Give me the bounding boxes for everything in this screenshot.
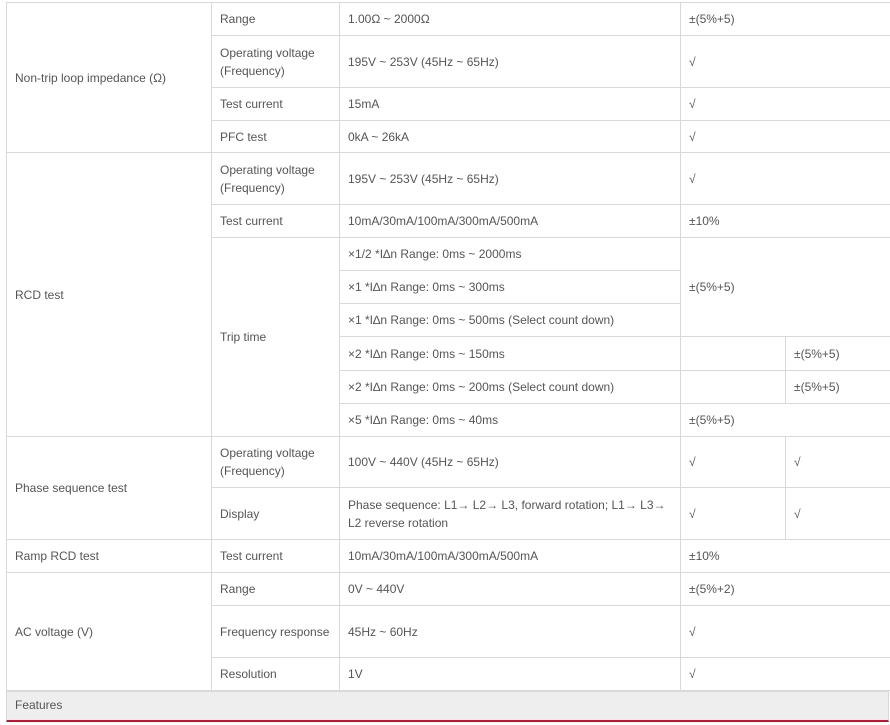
table-cell: ±(5%+5) xyxy=(681,238,890,337)
table-cell: Test current xyxy=(212,205,340,238)
table-row xyxy=(7,540,890,573)
table-cell: ±(5%+2) xyxy=(681,573,890,606)
table-cell: ×1 *I∆n Range: 0ms ~ 500ms (Select count down) xyxy=(340,304,681,337)
table-cell: √ xyxy=(681,437,786,488)
features-section-header[interactable] xyxy=(6,691,889,722)
table-cell: 15mA xyxy=(340,88,681,121)
table-cell: Frequency response xyxy=(212,606,340,658)
table-row xyxy=(7,3,890,36)
table-row xyxy=(7,573,890,606)
table-cell: √ xyxy=(681,36,890,88)
table-cell: √ xyxy=(786,437,890,488)
table-cell: Range xyxy=(212,573,340,606)
table-cell: ×2 *I∆n Range: 0ms ~ 200ms (Select count down) xyxy=(340,371,681,404)
spec-table xyxy=(6,2,890,691)
table-cell: 1.00Ω ~ 2000Ω xyxy=(340,3,681,36)
table-cell: Operating voltage (Frequency) xyxy=(212,36,340,88)
table-cell: ×5 *I∆n Range: 0ms ~ 40ms xyxy=(340,404,681,437)
table-cell: 100V ~ 440V (45Hz ~ 65Hz) xyxy=(340,437,681,488)
table-cell: Display xyxy=(212,488,340,540)
table-cell: 195V ~ 253V (45Hz ~ 65Hz) xyxy=(340,153,681,205)
table-cell: ×1 *I∆n Range: 0ms ~ 300ms xyxy=(340,271,681,304)
table-cell: Trip time xyxy=(212,238,340,437)
table-cell: 0V ~ 440V xyxy=(340,573,681,606)
table-cell: ±(5%+5) xyxy=(786,337,890,371)
table-cell xyxy=(681,337,786,371)
table-cell: Test current xyxy=(212,540,340,573)
table-cell: PFC test xyxy=(212,121,340,153)
table-cell: ±(5%+5) xyxy=(681,3,890,36)
table-cell: √ xyxy=(681,606,890,658)
table-row xyxy=(7,437,890,488)
table-cell: Phase sequence: L1→ L2→ L3, forward rotation; L1→ L3→ L2 reverse rotation xyxy=(340,488,681,540)
table-cell: √ xyxy=(786,488,890,540)
table-cell: ×1/2 *I∆n Range: 0ms ~ 2000ms xyxy=(340,238,681,271)
table-cell: Non-trip loop impedance (Ω) xyxy=(7,3,212,153)
table-cell: RCD test xyxy=(7,153,212,437)
table-cell: ±10% xyxy=(681,540,890,573)
features-label: Features xyxy=(15,698,63,712)
table-cell: Test current xyxy=(212,88,340,121)
table-cell: 195V ~ 253V (45Hz ~ 65Hz) xyxy=(340,36,681,88)
table-cell: 1V xyxy=(340,658,681,691)
table-cell: AC voltage (V) xyxy=(7,573,212,691)
table-cell: ±10% xyxy=(681,205,890,238)
table-cell: √ xyxy=(681,658,890,691)
table-cell: √ xyxy=(681,121,890,153)
table-cell xyxy=(681,371,786,404)
table-cell: ±(5%+5) xyxy=(681,404,890,437)
table-cell: Resolution xyxy=(212,658,340,691)
table-cell: Phase sequence test xyxy=(7,437,212,540)
table-cell: √ xyxy=(681,153,890,205)
table-cell: 10mA/30mA/100mA/300mA/500mA xyxy=(340,540,681,573)
table-cell: √ xyxy=(681,88,890,121)
table-cell: 0kA ~ 26kA xyxy=(340,121,681,153)
table-cell: Operating voltage (Frequency) xyxy=(212,437,340,488)
table-row xyxy=(7,153,890,205)
table-cell: Range xyxy=(212,3,340,36)
table-cell: 45Hz ~ 60Hz xyxy=(340,606,681,658)
table-cell: √ xyxy=(681,488,786,540)
table-cell: 10mA/30mA/100mA/300mA/500mA xyxy=(340,205,681,238)
table-cell: ±(5%+5) xyxy=(786,371,890,404)
table-cell: Operating voltage (Frequency) xyxy=(212,153,340,205)
table-cell: ×2 *I∆n Range: 0ms ~ 150ms xyxy=(340,337,681,371)
table-cell: Ramp RCD test xyxy=(7,540,212,573)
